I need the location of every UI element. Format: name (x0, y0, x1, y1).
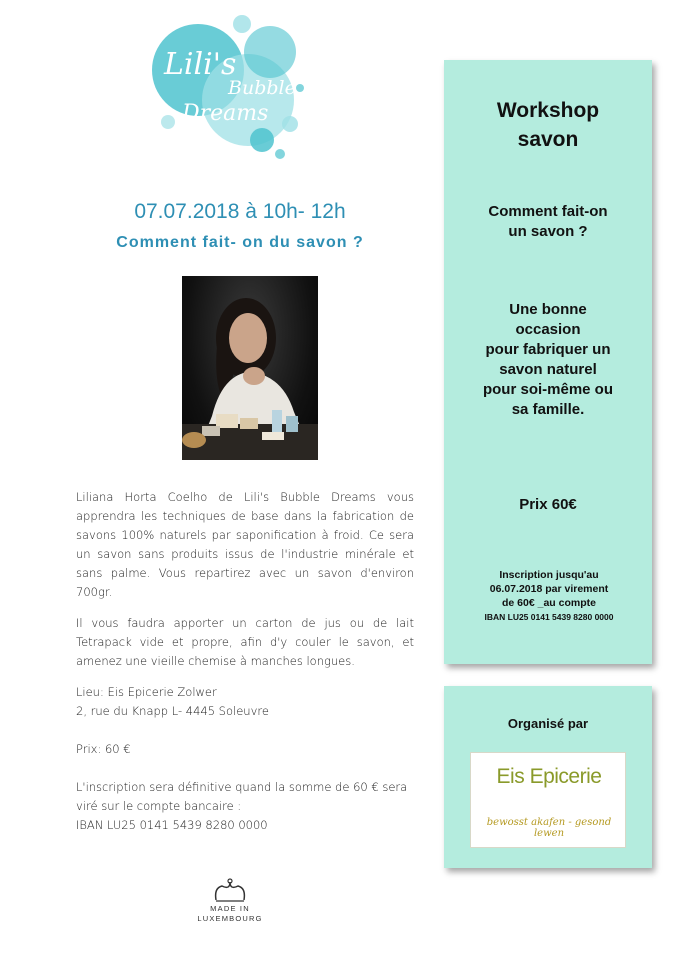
organiser-name-part-2: Epicerie (529, 765, 602, 788)
made-in-luxembourg-logo (194, 878, 266, 938)
made-in-label: MADE IN (210, 904, 250, 913)
eis-epicerie-logo (470, 752, 626, 848)
instructor-photo (182, 276, 318, 460)
description-text (76, 488, 414, 835)
logo-line2: Bubble (228, 77, 296, 99)
panel-occasion-line: occasion (515, 321, 581, 338)
registration-text: L'inscription sera définitive quand la somme de 60 € sera viré sur le compte bancaire : (76, 780, 408, 813)
price-line: Prix: 60 € (76, 742, 131, 756)
description-paragraph-1: Liliana Horta Coelho de Lili's Bubble Dreams vous apprendra les techniques de base dans la fabrication de savons 100% naturels par saponification à froid. Ce sera un savon sans produits issus de l'industrie minérale et sans palme. Vous repartirez avec un savon d'environ 700gr. (76, 490, 414, 599)
organiser-name (471, 765, 627, 789)
logo-line3: Dreams (182, 101, 269, 126)
panel-title (444, 96, 652, 154)
panel-iban: IBAN LU25 0141 5439 8280 0000 (484, 612, 614, 622)
iban-line: IBAN LU25 0141 5439 8280 0000 (76, 818, 268, 832)
event-date-time: 07.07.2018 à 10h- 12h (134, 200, 346, 223)
lilis-bubble-dreams-logo (150, 12, 310, 162)
panel-inscription (454, 568, 644, 624)
panel-title-line-2: savon (517, 128, 579, 151)
panel-occasion-line: savon naturel (499, 361, 597, 378)
logo-line1: Lili's (164, 47, 237, 82)
panel-inscription-line-1: Inscription jusqu'au (499, 569, 599, 581)
bubbles-graphic (150, 12, 310, 162)
panel-question-line-1: Comment fait-on (488, 203, 608, 220)
panel-occasion-line: pour fabriquer un (485, 341, 611, 358)
workshop-info-panel (444, 60, 652, 664)
luxembourg-label: LUXEMBOURG (197, 914, 263, 923)
location-line-1: Lieu: Eis Epicerie Zolwer (76, 685, 217, 699)
panel-occasion (444, 300, 652, 420)
location-line-2: 2, rue du Knapp L- 4445 Soleuvre (76, 704, 269, 718)
crown-icon (210, 878, 250, 904)
panel-occasion-line: Une bonne (509, 301, 587, 318)
panel-inscription-line-2: 06.07.2018 par virement (489, 583, 609, 595)
organiser-panel (444, 686, 652, 868)
panel-question-line-2: un savon ? (508, 223, 588, 240)
panel-inscription-line-3: de 60€ _au compte (502, 597, 596, 609)
panel-title-line-1: Workshop (496, 99, 600, 122)
panel-price: Prix 60€ (519, 496, 577, 513)
organiser-tagline: bewosst akafen - gesond lewen (486, 817, 612, 839)
organiser-name-part-1: Eis (496, 765, 525, 788)
panel-occasion-line: sa famille. (511, 401, 585, 418)
organiser-label: Organisé par (507, 716, 589, 731)
description-paragraph-2: Il vous faudra apporter un carton de jus ou de lait Tetrapack vide et propre, afin d'y couler le savon, et amenez une vieille chemise à manches longues. (76, 616, 414, 668)
event-subtitle: Comment fait- on du savon ? (116, 234, 364, 251)
panel-occasion-line: pour soi-même ou (482, 381, 613, 398)
panel-question (444, 202, 652, 242)
